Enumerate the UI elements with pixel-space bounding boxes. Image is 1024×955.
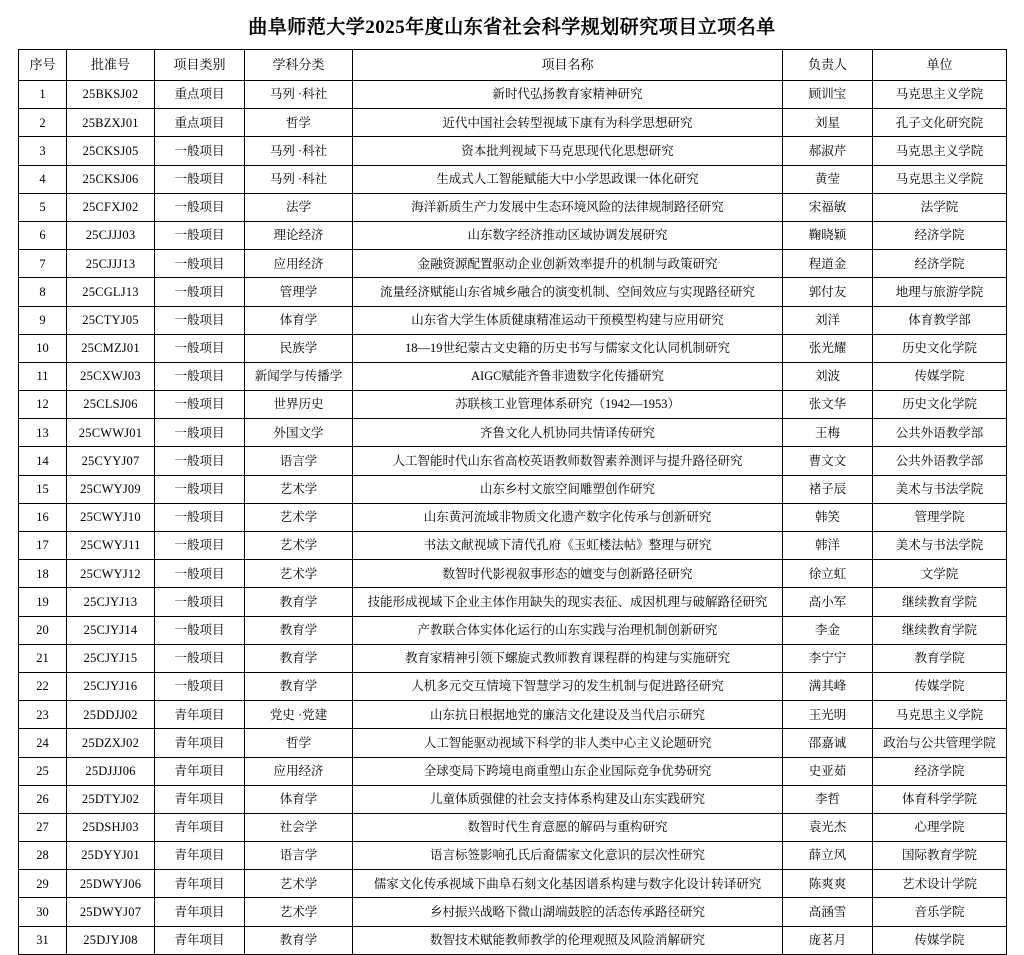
cell-discipline: 艺术学 <box>245 560 353 588</box>
cell-seq: 19 <box>19 588 67 616</box>
cell-leader: 李哲 <box>783 785 873 813</box>
table-row <box>19 475 1007 503</box>
cell-discipline: 新闻学与传播学 <box>245 362 353 390</box>
cell-category: 青年项目 <box>155 785 245 813</box>
cell-discipline: 体育学 <box>245 785 353 813</box>
cell-leader: 满其峰 <box>783 672 873 700</box>
cell-code: 25CJYJ14 <box>67 616 155 644</box>
cell-discipline: 语言学 <box>245 842 353 870</box>
cell-project-name: 教育家精神引领下螺旋式教师教育课程群的构建与实施研究 <box>353 644 783 672</box>
cell-project-name: 齐鲁文化人机协同共情译传研究 <box>353 419 783 447</box>
cell-seq: 13 <box>19 419 67 447</box>
cell-unit: 马克思主义学院 <box>873 701 1007 729</box>
cell-discipline: 社会学 <box>245 813 353 841</box>
cell-category: 一般项目 <box>155 193 245 221</box>
cell-leader: 张光耀 <box>783 334 873 362</box>
cell-unit: 美术与书法学院 <box>873 475 1007 503</box>
cell-leader: 程道金 <box>783 250 873 278</box>
cell-discipline: 外国文学 <box>245 419 353 447</box>
cell-code: 25CMZJ01 <box>67 334 155 362</box>
cell-discipline: 艺术学 <box>245 475 353 503</box>
cell-code: 25BZXJ01 <box>67 109 155 137</box>
cell-project-name: 人工智能驱动视域下科学的非人类中心主义论题研究 <box>353 729 783 757</box>
cell-seq: 12 <box>19 391 67 419</box>
cell-category: 一般项目 <box>155 221 245 249</box>
cell-unit: 马克思主义学院 <box>873 137 1007 165</box>
cell-unit: 地理与旅游学院 <box>873 278 1007 306</box>
table-row <box>19 81 1007 109</box>
cell-unit: 历史文化学院 <box>873 334 1007 362</box>
cell-seq: 11 <box>19 362 67 390</box>
cell-leader: 邵嘉诚 <box>783 729 873 757</box>
cell-discipline: 哲学 <box>245 109 353 137</box>
cell-seq: 25 <box>19 757 67 785</box>
cell-leader: 刘星 <box>783 109 873 137</box>
cell-unit: 经济学院 <box>873 757 1007 785</box>
cell-category: 一般项目 <box>155 503 245 531</box>
cell-category: 一般项目 <box>155 672 245 700</box>
cell-category: 青年项目 <box>155 813 245 841</box>
cell-category: 青年项目 <box>155 870 245 898</box>
cell-project-name: 流量经济赋能山东省城乡融合的演变机制、空间效应与实现路径研究 <box>353 278 783 306</box>
cell-unit: 马克思主义学院 <box>873 81 1007 109</box>
cell-unit: 文学院 <box>873 560 1007 588</box>
cell-leader: 刘波 <box>783 362 873 390</box>
cell-unit: 传媒学院 <box>873 672 1007 700</box>
table-row <box>19 870 1007 898</box>
cell-seq: 21 <box>19 644 67 672</box>
cell-code: 25CWWJ01 <box>67 419 155 447</box>
table-row <box>19 926 1007 954</box>
cell-project-name: 数智技术赋能教师教学的伦理观照及风险消解研究 <box>353 926 783 954</box>
cell-leader: 刘洋 <box>783 306 873 334</box>
cell-discipline: 教育学 <box>245 926 353 954</box>
cell-unit: 继续教育学院 <box>873 588 1007 616</box>
table-row <box>19 278 1007 306</box>
cell-leader: 高小军 <box>783 588 873 616</box>
cell-seq: 26 <box>19 785 67 813</box>
table-row <box>19 165 1007 193</box>
cell-code: 25CWYJ11 <box>67 532 155 560</box>
cell-project-name: 18—19世纪蒙古文史籍的历史书写与儒家文化认同机制研究 <box>353 334 783 362</box>
cell-leader: 鞠晓颖 <box>783 221 873 249</box>
table-row <box>19 137 1007 165</box>
cell-code: 25DWYJ07 <box>67 898 155 926</box>
cell-category: 青年项目 <box>155 701 245 729</box>
cell-category: 青年项目 <box>155 842 245 870</box>
cell-project-name: 乡村振兴战略下微山湖端鼓腔的活态传承路径研究 <box>353 898 783 926</box>
cell-unit: 体育教学部 <box>873 306 1007 334</box>
cell-leader: 薛立风 <box>783 842 873 870</box>
table-row <box>19 616 1007 644</box>
table-row <box>19 391 1007 419</box>
cell-category: 一般项目 <box>155 419 245 447</box>
cell-discipline: 法学 <box>245 193 353 221</box>
cell-seq: 14 <box>19 447 67 475</box>
cell-code: 25BKSJ02 <box>67 81 155 109</box>
cell-unit: 公共外语教学部 <box>873 419 1007 447</box>
cell-discipline: 教育学 <box>245 672 353 700</box>
cell-discipline: 理论经济 <box>245 221 353 249</box>
cell-seq: 17 <box>19 532 67 560</box>
cell-unit: 音乐学院 <box>873 898 1007 926</box>
cell-leader: 褚子辰 <box>783 475 873 503</box>
cell-code: 25CXWJ03 <box>67 362 155 390</box>
cell-unit: 美术与书法学院 <box>873 532 1007 560</box>
cell-discipline: 世界历史 <box>245 391 353 419</box>
table-header-row <box>19 50 1007 81</box>
cell-category: 青年项目 <box>155 729 245 757</box>
cell-leader: 宋福敏 <box>783 193 873 221</box>
column-header-leader: 负责人 <box>783 50 873 81</box>
cell-seq: 16 <box>19 503 67 531</box>
cell-code: 25CJYJ16 <box>67 672 155 700</box>
table-body <box>19 81 1007 955</box>
cell-category: 青年项目 <box>155 757 245 785</box>
cell-leader: 史亚茹 <box>783 757 873 785</box>
cell-seq: 18 <box>19 560 67 588</box>
cell-category: 一般项目 <box>155 588 245 616</box>
cell-category: 一般项目 <box>155 447 245 475</box>
cell-leader: 李宁宁 <box>783 644 873 672</box>
cell-unit: 管理学院 <box>873 503 1007 531</box>
cell-category: 一般项目 <box>155 362 245 390</box>
cell-unit: 历史文化学院 <box>873 391 1007 419</box>
cell-project-name: 苏联核工业管理体系研究（1942—1953） <box>353 391 783 419</box>
cell-unit: 经济学院 <box>873 221 1007 249</box>
cell-project-name: 海洋新质生产力发展中生态环境风险的法律规制路径研究 <box>353 193 783 221</box>
cell-seq: 29 <box>19 870 67 898</box>
column-header-code: 批准号 <box>67 50 155 81</box>
cell-code: 25CFXJ02 <box>67 193 155 221</box>
cell-unit: 孔子文化研究院 <box>873 109 1007 137</box>
cell-leader: 庞茗月 <box>783 926 873 954</box>
cell-unit: 继续教育学院 <box>873 616 1007 644</box>
cell-project-name: 书法文献视域下清代孔府《玉虹楼法帖》整理与研究 <box>353 532 783 560</box>
cell-leader: 顾训宝 <box>783 81 873 109</box>
cell-leader: 高涵雪 <box>783 898 873 926</box>
table-row <box>19 785 1007 813</box>
cell-discipline: 艺术学 <box>245 898 353 926</box>
cell-code: 25DSHJ03 <box>67 813 155 841</box>
table-row <box>19 701 1007 729</box>
cell-discipline: 教育学 <box>245 616 353 644</box>
table-row <box>19 532 1007 560</box>
cell-seq: 1 <box>19 81 67 109</box>
cell-leader: 袁光杰 <box>783 813 873 841</box>
grant-list-table <box>18 49 1007 955</box>
cell-discipline: 马列 ·科社 <box>245 165 353 193</box>
table-row <box>19 221 1007 249</box>
table-row <box>19 250 1007 278</box>
cell-project-name: 生成式人工智能赋能大中小学思政课一体化研究 <box>353 165 783 193</box>
cell-project-name: AIGC赋能齐鲁非遗数字化传播研究 <box>353 362 783 390</box>
cell-project-name: 技能形成视域下企业主体作用缺失的现实表征、成因机理与破解路径研究 <box>353 588 783 616</box>
cell-project-name: 产教联合体实体化运行的山东实践与治理机制创新研究 <box>353 616 783 644</box>
cell-seq: 23 <box>19 701 67 729</box>
page-title: 曲阜师范大学2025年度山东省社会科学规划研究项目立项名单 <box>248 17 776 38</box>
table-row <box>19 503 1007 531</box>
cell-code: 25CKSJ06 <box>67 165 155 193</box>
cell-unit: 传媒学院 <box>873 362 1007 390</box>
cell-code: 25CJYJ15 <box>67 644 155 672</box>
cell-seq: 6 <box>19 221 67 249</box>
cell-unit: 法学院 <box>873 193 1007 221</box>
cell-category: 一般项目 <box>155 532 245 560</box>
table-row <box>19 672 1007 700</box>
table-row <box>19 193 1007 221</box>
cell-discipline: 哲学 <box>245 729 353 757</box>
table-row <box>19 560 1007 588</box>
cell-category: 一般项目 <box>155 165 245 193</box>
cell-seq: 24 <box>19 729 67 757</box>
cell-seq: 10 <box>19 334 67 362</box>
cell-unit: 经济学院 <box>873 250 1007 278</box>
cell-code: 25CLSJ06 <box>67 391 155 419</box>
cell-seq: 9 <box>19 306 67 334</box>
cell-seq: 20 <box>19 616 67 644</box>
cell-seq: 8 <box>19 278 67 306</box>
cell-code: 25DJJJ06 <box>67 757 155 785</box>
cell-discipline: 马列 ·科社 <box>245 137 353 165</box>
cell-discipline: 管理学 <box>245 278 353 306</box>
cell-category: 一般项目 <box>155 250 245 278</box>
cell-project-name: 山东乡村文旅空间雕塑创作研究 <box>353 475 783 503</box>
cell-project-name: 山东省大学生体质健康精准运动干预模型构建与应用研究 <box>353 306 783 334</box>
cell-project-name: 金融资源配置驱动企业创新效率提升的机制与政策研究 <box>353 250 783 278</box>
cell-seq: 4 <box>19 165 67 193</box>
cell-code: 25CJJJ03 <box>67 221 155 249</box>
cell-seq: 5 <box>19 193 67 221</box>
cell-seq: 30 <box>19 898 67 926</box>
cell-code: 25CWYJ09 <box>67 475 155 503</box>
table-row <box>19 306 1007 334</box>
cell-project-name: 儒家文化传承视域下曲阜石刻文化基因谱系构建与数字化设计转译研究 <box>353 870 783 898</box>
cell-project-name: 人工智能时代山东省高校英语教师数智素养测评与提升路径研究 <box>353 447 783 475</box>
cell-project-name: 山东黄河流域非物质文化遗产数字化传承与创新研究 <box>353 503 783 531</box>
table-row <box>19 419 1007 447</box>
table-row <box>19 813 1007 841</box>
cell-discipline: 党史 ·党建 <box>245 701 353 729</box>
cell-seq: 3 <box>19 137 67 165</box>
cell-code: 25DYYJ01 <box>67 842 155 870</box>
cell-unit: 心理学院 <box>873 813 1007 841</box>
cell-project-name: 近代中国社会转型视域下康有为科学思想研究 <box>353 109 783 137</box>
cell-project-name: 资本批判视域下马克思现代化思想研究 <box>353 137 783 165</box>
column-header-category: 项目类别 <box>155 50 245 81</box>
cell-discipline: 艺术学 <box>245 503 353 531</box>
cell-unit: 传媒学院 <box>873 926 1007 954</box>
cell-project-name: 山东数字经济推动区域协调发展研究 <box>353 221 783 249</box>
cell-project-name: 人机多元交互情境下智慧学习的发生机制与促进路径研究 <box>353 672 783 700</box>
cell-discipline: 应用经济 <box>245 250 353 278</box>
cell-category: 青年项目 <box>155 926 245 954</box>
cell-discipline: 体育学 <box>245 306 353 334</box>
cell-category: 一般项目 <box>155 306 245 334</box>
table-row <box>19 729 1007 757</box>
cell-category: 一般项目 <box>155 391 245 419</box>
cell-unit: 国际教育学院 <box>873 842 1007 870</box>
cell-category: 一般项目 <box>155 137 245 165</box>
cell-unit: 体育科学学院 <box>873 785 1007 813</box>
cell-seq: 31 <box>19 926 67 954</box>
cell-leader: 曹文文 <box>783 447 873 475</box>
cell-category: 一般项目 <box>155 475 245 503</box>
cell-discipline: 艺术学 <box>245 870 353 898</box>
cell-code: 25CKSJ05 <box>67 137 155 165</box>
cell-leader: 王梅 <box>783 419 873 447</box>
cell-category: 一般项目 <box>155 560 245 588</box>
cell-discipline: 民族学 <box>245 334 353 362</box>
cell-discipline: 应用经济 <box>245 757 353 785</box>
cell-seq: 28 <box>19 842 67 870</box>
column-header-unit: 单位 <box>873 50 1007 81</box>
cell-unit: 马克思主义学院 <box>873 165 1007 193</box>
cell-leader: 韩洋 <box>783 532 873 560</box>
cell-project-name: 山东抗日根据地党的廉洁文化建设及当代启示研究 <box>353 701 783 729</box>
cell-code: 25CJJJ13 <box>67 250 155 278</box>
cell-code: 25CWYJ12 <box>67 560 155 588</box>
table-row <box>19 588 1007 616</box>
cell-leader: 韩笑 <box>783 503 873 531</box>
cell-discipline: 艺术学 <box>245 532 353 560</box>
cell-unit: 教育学院 <box>873 644 1007 672</box>
cell-project-name: 全球变局下跨境电商重塑山东企业国际竞争优势研究 <box>353 757 783 785</box>
cell-discipline: 马列 ·科社 <box>245 81 353 109</box>
cell-category: 青年项目 <box>155 898 245 926</box>
cell-leader: 郭付友 <box>783 278 873 306</box>
cell-category: 一般项目 <box>155 278 245 306</box>
table-row <box>19 898 1007 926</box>
cell-seq: 15 <box>19 475 67 503</box>
cell-code: 25DWYJ06 <box>67 870 155 898</box>
cell-project-name: 新时代弘扬教育家精神研究 <box>353 81 783 109</box>
cell-leader: 郝淑芹 <box>783 137 873 165</box>
cell-category: 重点项目 <box>155 109 245 137</box>
cell-unit: 政治与公共管理学院 <box>873 729 1007 757</box>
table-row <box>19 109 1007 137</box>
cell-discipline: 教育学 <box>245 644 353 672</box>
cell-unit: 艺术设计学院 <box>873 870 1007 898</box>
table-row <box>19 447 1007 475</box>
column-header-project-name: 项目名称 <box>353 50 783 81</box>
cell-leader: 李金 <box>783 616 873 644</box>
table-row <box>19 757 1007 785</box>
table-row <box>19 362 1007 390</box>
table-row <box>19 842 1007 870</box>
cell-code: 25CGLJ13 <box>67 278 155 306</box>
cell-seq: 22 <box>19 672 67 700</box>
cell-project-name: 儿童体质强健的社会支持体系构建及山东实践研究 <box>353 785 783 813</box>
cell-seq: 27 <box>19 813 67 841</box>
column-header-discipline: 学科分类 <box>245 50 353 81</box>
cell-project-name: 数智时代生育意愿的解码与重构研究 <box>353 813 783 841</box>
cell-code: 25CWYJ10 <box>67 503 155 531</box>
cell-leader: 黄莹 <box>783 165 873 193</box>
cell-code: 25CJYJ13 <box>67 588 155 616</box>
cell-unit: 公共外语教学部 <box>873 447 1007 475</box>
cell-category: 一般项目 <box>155 644 245 672</box>
cell-leader: 陈爽爽 <box>783 870 873 898</box>
cell-code: 25CTYJ05 <box>67 306 155 334</box>
cell-project-name: 数智时代影视叙事形态的嬗变与创新路径研究 <box>353 560 783 588</box>
table-row <box>19 644 1007 672</box>
cell-code: 25DJYJ08 <box>67 926 155 954</box>
cell-discipline: 语言学 <box>245 447 353 475</box>
cell-category: 一般项目 <box>155 616 245 644</box>
cell-code: 25DZXJ02 <box>67 729 155 757</box>
cell-code: 25DDJJ02 <box>67 701 155 729</box>
cell-project-name: 语言标签影响孔氏后裔儒家文化意识的层次性研究 <box>353 842 783 870</box>
table-row <box>19 334 1007 362</box>
cell-leader: 徐立虹 <box>783 560 873 588</box>
cell-leader: 张文华 <box>783 391 873 419</box>
cell-code: 25DTYJ02 <box>67 785 155 813</box>
cell-seq: 2 <box>19 109 67 137</box>
cell-discipline: 教育学 <box>245 588 353 616</box>
cell-code: 25CYYJ07 <box>67 447 155 475</box>
cell-category: 重点项目 <box>155 81 245 109</box>
cell-seq: 7 <box>19 250 67 278</box>
cell-category: 一般项目 <box>155 334 245 362</box>
column-header-seq: 序号 <box>19 50 67 81</box>
cell-leader: 王光明 <box>783 701 873 729</box>
